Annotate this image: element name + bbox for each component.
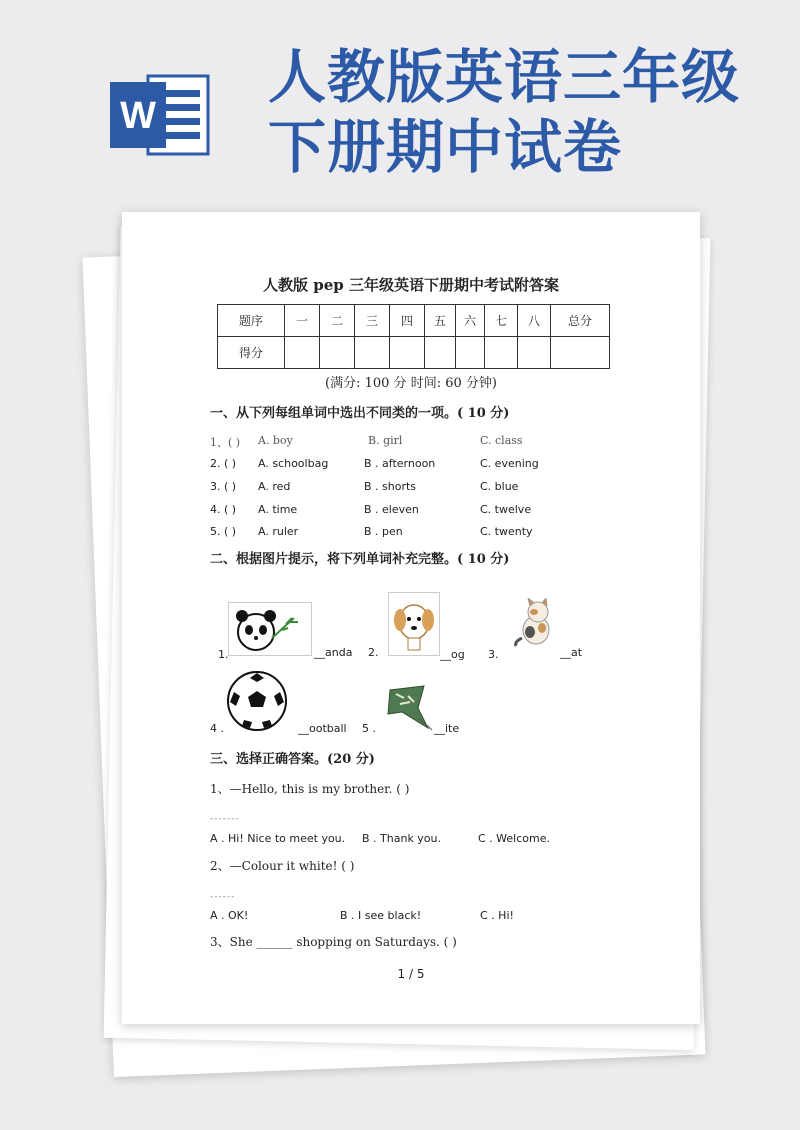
score-input-cell <box>320 337 355 369</box>
picture-number: 1. <box>218 648 229 661</box>
score-cell: 七 <box>485 305 518 337</box>
score-cell: 得分 <box>218 337 285 369</box>
option-c: C . Welcome. <box>478 832 550 845</box>
score-table-header-row <box>218 305 610 337</box>
option-c: C. blue <box>480 480 519 493</box>
word-document-icon <box>110 70 212 160</box>
score-cell: 四 <box>390 305 425 337</box>
option-a: A . Hi! Nice to meet you. <box>210 832 346 845</box>
answer-dashes: ------- <box>210 814 240 824</box>
cat-picture <box>510 598 560 648</box>
option-c: C . Hi! <box>480 909 514 922</box>
option-a: A. schoolbag <box>258 457 329 470</box>
dog-picture <box>388 592 440 656</box>
score-table <box>217 304 610 369</box>
score-input-cell <box>285 337 320 369</box>
exam-meta: (满分: 100 分 时间: 60 分钟) <box>325 376 497 391</box>
option-c: C. twenty <box>480 525 533 538</box>
score-input-cell <box>425 337 456 369</box>
section3-heading: 三、选择正确答案。(20 分) <box>210 752 375 767</box>
option-b: B . Thank you. <box>362 832 442 845</box>
section2-heading: 二、根据图片提示，将下列单词补充完整。( 10 分) <box>210 552 510 567</box>
answer-dashes: ------ <box>210 892 236 902</box>
question-number: 4. ( ) <box>210 503 237 516</box>
picture-number: 5 . <box>362 722 376 735</box>
fill-word: __og <box>440 648 465 661</box>
exam-paper <box>122 212 700 1024</box>
word-letter: W <box>120 95 156 137</box>
fill-word: __ite <box>434 722 460 735</box>
question-number: 1、( ) <box>210 436 241 449</box>
score-input-cell <box>518 337 551 369</box>
score-cell: 三 <box>355 305 390 337</box>
page-number: 1 / 5 <box>397 967 425 981</box>
score-cell: 题序 <box>218 305 285 337</box>
question-number: 3. ( ) <box>210 480 237 493</box>
score-input-cell <box>456 337 485 369</box>
option-b: B . pen <box>364 525 403 538</box>
fill-word: __ootball <box>298 722 347 735</box>
fill-word: __at <box>560 646 583 659</box>
page-title-line2: 下册期中试卷 <box>268 113 623 181</box>
score-input-cell <box>551 337 610 369</box>
score-input-cell <box>355 337 390 369</box>
score-cell: 总分 <box>551 305 610 337</box>
option-b: B. girl <box>368 434 403 447</box>
score-cell: 八 <box>518 305 551 337</box>
option-c: C. twelve <box>480 503 532 516</box>
picture-number: 4 . <box>210 722 224 735</box>
score-cell: 六 <box>456 305 485 337</box>
score-input-cell <box>485 337 518 369</box>
score-input-cell <box>390 337 425 369</box>
section1-heading: 一、从下列每组单词中选出不同类的一项。( 10 分) <box>210 406 510 421</box>
option-a: A . OK! <box>210 909 249 922</box>
option-b: B . eleven <box>364 503 419 516</box>
picture-number: 2. <box>368 646 379 659</box>
question-text: 2、—Colour it white! ( ) <box>210 859 355 873</box>
option-b: B . shorts <box>364 480 417 493</box>
picture-number: 3. <box>488 648 499 661</box>
score-cell: 一 <box>285 305 320 337</box>
score-cell: 五 <box>425 305 456 337</box>
option-a: A. time <box>258 503 298 516</box>
football-picture <box>226 670 288 732</box>
kite-picture <box>384 684 440 734</box>
option-a: A. red <box>258 480 291 493</box>
fill-word: __anda <box>314 646 353 659</box>
question-number: 5. ( ) <box>210 525 237 538</box>
option-a: A. boy <box>258 434 293 447</box>
score-table-score-row <box>218 337 610 369</box>
question-text: 1、—Hello, this is my brother. ( ) <box>210 782 410 796</box>
option-b: B . I see black! <box>340 909 422 922</box>
option-b: B . afternoon <box>364 457 436 470</box>
option-a: A. ruler <box>258 525 299 538</box>
panda-picture <box>228 602 312 656</box>
page-title <box>268 42 740 182</box>
option-c: C. class <box>480 434 523 447</box>
option-c: C. evening <box>480 457 539 470</box>
question-text: 3、She ______ shopping on Saturdays. ( ) <box>210 935 457 949</box>
question-number: 2. ( ) <box>210 457 237 470</box>
page-title-line1: 人教版英语三年级 <box>268 43 741 111</box>
score-cell: 二 <box>320 305 355 337</box>
exam-title: 人教版 pep 三年级英语下册期中考试附答案 <box>263 276 559 294</box>
